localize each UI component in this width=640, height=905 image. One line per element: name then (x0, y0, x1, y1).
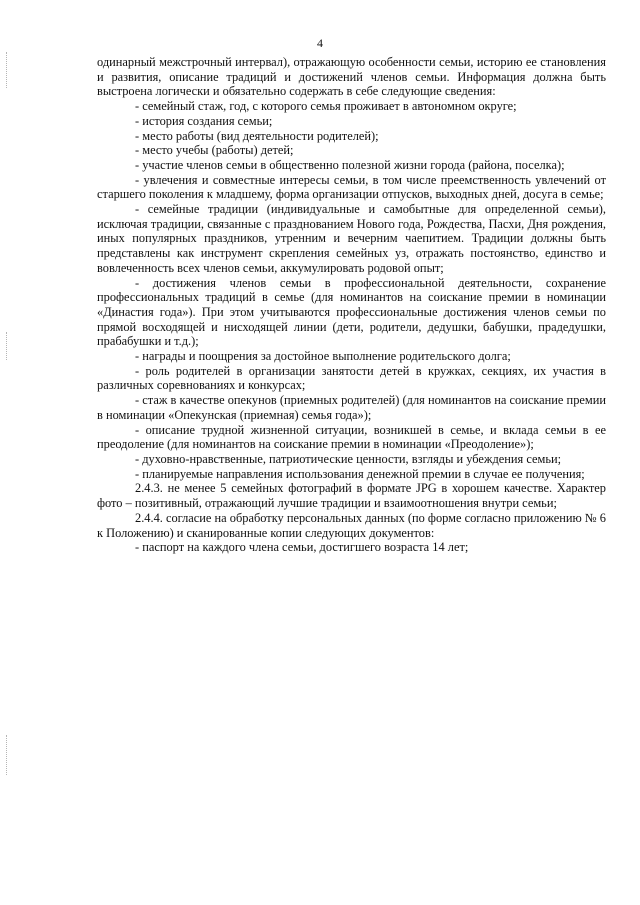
margin-scan-mark (6, 52, 8, 88)
paragraph: 2.4.4. согласие на обработку персональных данных (по форме согласно приложению № 6 к Положению) и сканированные копии следующих документов: (97, 510, 606, 540)
paragraph: - семейные традиции (индивидуальные и самобытные для определенной семьи), исключая традиции, связанные с празднованием Нового года, Рождества, Пасхи, Дня рождения, иных популярных праздников, утренним и вечерним чаепитием. Традиции должны быть представлены как инструмент скрепления семейных уз, отражать постоянство, единство и вовлеченность всех членов семьи, аккумулировать родовой опыт; (97, 202, 606, 275)
paragraph: - место работы (вид деятельности родителей); (135, 128, 379, 143)
paragraph: 2.4.3. не менее 5 семейных фотографий в формате JPG в хорошем качестве. Характер фото – позитивный, отражающий лучшие традиции и взаимоотношения внутри семьи; (97, 481, 606, 511)
paragraph: - увлечения и совместные интересы семьи, в том числе преемственность увлечений от старшего поколения к младшему, форма организации отпусков, выходных дней, досуга в семье; (97, 172, 606, 202)
body-text (97, 55, 606, 555)
margin-scan-mark (6, 735, 8, 775)
paragraph: - место учебы (работы) детей; (135, 143, 294, 158)
margin-scan-mark (6, 332, 8, 360)
paragraph: - паспорт на каждого члена семьи, достигшего возраста 14 лет; (135, 540, 469, 555)
paragraph: - достижения членов семьи в профессиональной деятельности, сохранение профессиональных традиций в семье (для номинантов на соискание премии в номинации «Династия года»). При этом учитываются профессиональные достижения членов семьи по прямой восходящей и нисходящей линии (дети, родители, дедушки, бабушки, прадедушки, прабабушки и т.д.); (97, 275, 606, 349)
paragraph: - духовно-нравственные, патриотические ценности, взгляды и убеждения семьи; (135, 451, 562, 466)
paragraph: - стаж в качестве опекунов (приемных родителей) (для номинантов на соискание премии в номинации «Опекунская (приемная) семья года»); (97, 393, 606, 422)
paragraph: - планируемые направления использования денежной премии в случае ее получения; (135, 466, 585, 481)
paragraph: - описание трудной жизненной ситуации, возникшей в семье, и вклада семьи в ее преодоление (для номинантов на соискание премии в номинации «Преодоление»); (97, 422, 606, 452)
paragraph: одинарный межстрочный интервал), отражающую особенности семьи, историю ее становления и развития, описание традиций и достижений членов семьи. Информация должна быть выстроена логически и обязательно содержать в себе следующие сведения: (97, 55, 606, 99)
paragraph: - участие членов семьи в общественно полезной жизни города (района, поселка); (135, 157, 565, 172)
paragraph: - история создания семьи; (135, 113, 273, 128)
page-number: 4 (317, 36, 323, 50)
paragraph: - награды и поощрения за достойное выполнение родительского долга; (135, 349, 511, 364)
paragraph: - роль родителей в организации занятости детей в кружках, секциях, их участия в различных соревнованиях и конкурсах; (97, 363, 606, 393)
paragraph: - семейный стаж, год, с которого семья проживает в автономном округе; (135, 99, 517, 114)
